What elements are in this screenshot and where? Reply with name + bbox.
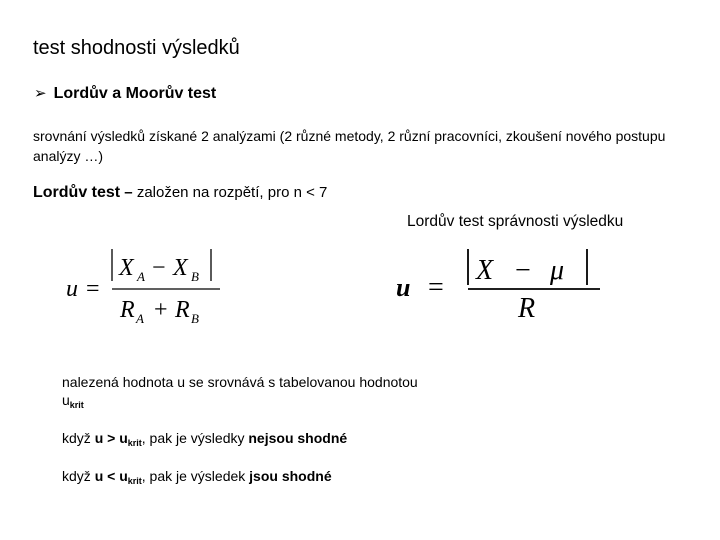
den-sub-b: B: [191, 311, 199, 326]
formula-equals: =: [86, 276, 100, 302]
note-compare-text: nalezená hodnota u se srovnává s tabelovanou hodnotou u: [62, 374, 418, 408]
lord-test-dash: –: [120, 184, 137, 201]
num-x-b: X: [173, 255, 188, 281]
den-plus: +: [154, 297, 168, 323]
num-minus: −: [152, 255, 166, 281]
formula-lord-test: [60, 245, 230, 330]
arrow-bullet-icon: ➢: [34, 85, 47, 102]
note3-mid: , pak je výsledek: [141, 468, 250, 484]
note3-pre: když: [62, 468, 95, 484]
slide-title: test shodnosti výsledků: [33, 37, 240, 59]
formula-right-equals: =: [428, 272, 444, 303]
formula-right-lhs: u: [396, 273, 411, 302]
den-sub-a: A: [136, 311, 144, 326]
note2-sub: krit: [127, 438, 142, 448]
note2-mid: , pak je výsledky: [141, 430, 249, 446]
note-compare-sub: krit: [69, 400, 84, 410]
note3-cond: u < u: [94, 468, 128, 484]
den-r-a: R: [120, 297, 135, 323]
correctness-heading: Lordův test správnosti výsledku: [407, 213, 624, 230]
num-sub-a: A: [137, 269, 145, 284]
note3-sub: krit: [127, 476, 142, 486]
den-r: R: [518, 293, 536, 324]
note-equal: [62, 467, 422, 490]
notes-block: [62, 373, 422, 505]
note2-cond: u > u: [94, 430, 128, 446]
note-compare: [62, 373, 422, 414]
num-mu: μ: [550, 255, 565, 286]
lord-test-text: založen na rozpětí, pro n < 7: [136, 184, 328, 201]
formula-lhs: u: [66, 276, 78, 302]
description-text: srovnání výsledků získané 2 analýzami (2 různé metody, 2 různí pracovníci, zkoušení nového postupu analýzy …): [33, 128, 666, 164]
note2-result: nejsou shodné: [248, 430, 348, 446]
lord-test-line: [33, 184, 327, 202]
num-minus-right: −: [515, 255, 531, 286]
bullet-heading: [34, 84, 216, 103]
formula-correctness-test: [390, 245, 605, 330]
lord-test-label: Lordův test: [33, 184, 121, 201]
num-x: X: [476, 255, 494, 286]
num-sub-b: B: [191, 269, 199, 284]
num-x-a: X: [119, 255, 134, 281]
note2-pre: když: [62, 430, 95, 446]
note-not-equal: [62, 429, 422, 452]
bullet-text: Lordův a Moorův test: [53, 85, 217, 102]
note3-result: jsou shodné: [249, 468, 332, 484]
den-r-b: R: [175, 297, 190, 323]
